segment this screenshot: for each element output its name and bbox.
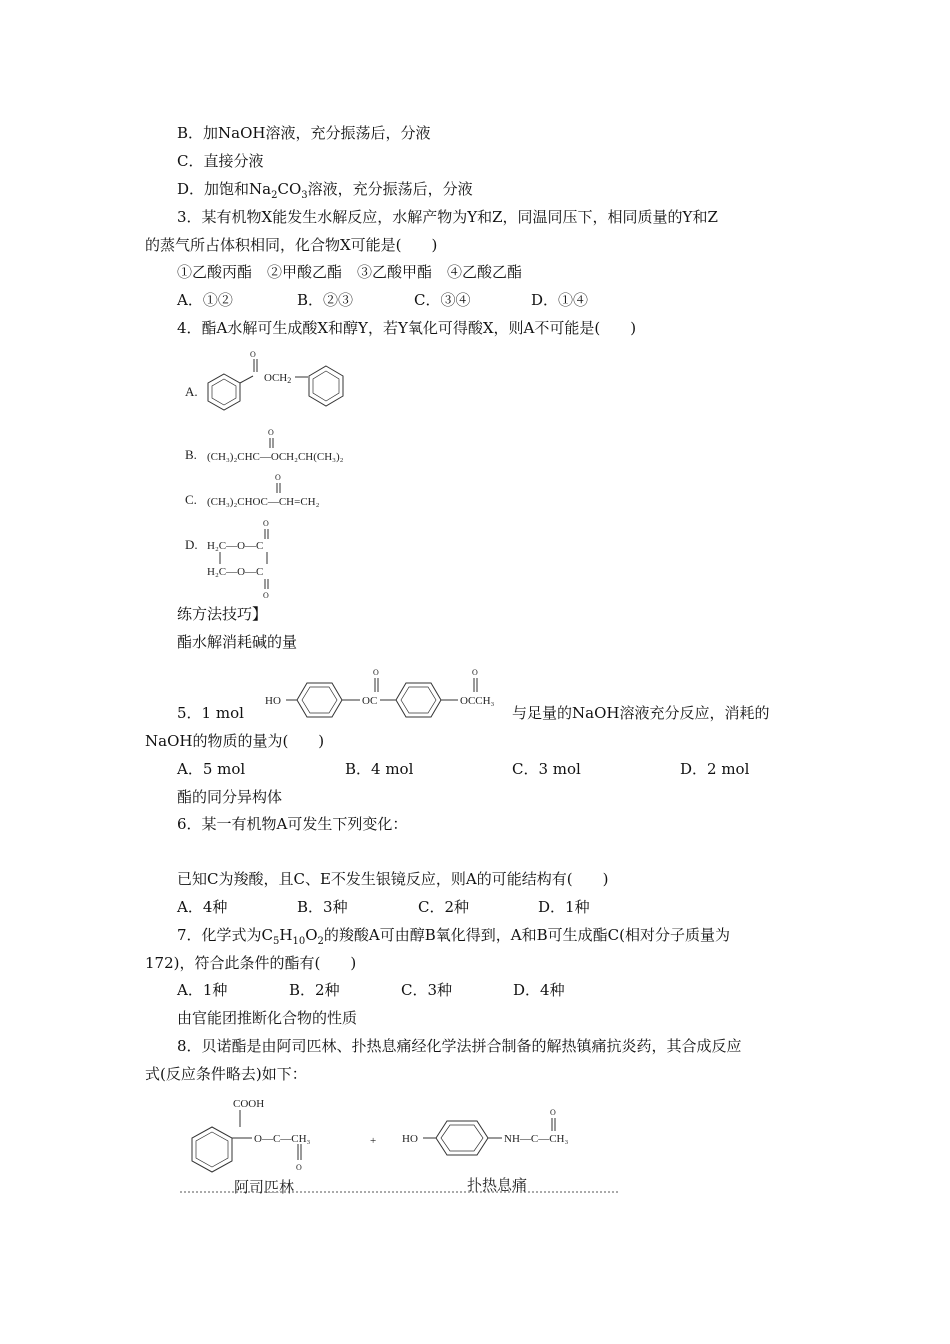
q4-structures xyxy=(180,346,410,610)
q5-stem-suffix: 与足量的NaOH溶液充分反应，消耗的 xyxy=(512,704,770,722)
q7-option-a: A．1种 xyxy=(177,981,228,999)
q4-formula-d-row1: H₂C—O—C xyxy=(207,540,264,552)
benzene-ring-1 xyxy=(297,683,342,717)
q3-items: ①乙酸丙酯 ②甲酸乙酯 ③乙酸甲酯 ④乙酸乙酯 xyxy=(177,263,523,281)
benzene-ring-2 xyxy=(396,683,441,717)
q3-option-a: A．①② xyxy=(177,291,233,309)
hydroxyl-text: HO xyxy=(265,695,281,707)
paracetamol-benzene-ring xyxy=(436,1121,488,1155)
carbonyl-o-d-top: O xyxy=(263,519,269,528)
q3-stem-line2: 的蒸气所占体积相同，化合物X可能是( ) xyxy=(145,236,438,254)
q4-label-a: A. xyxy=(185,384,198,399)
paracetamol-benzene-ring-inner xyxy=(441,1125,483,1151)
q4-label-b: B. xyxy=(185,447,197,462)
q5-option-c: C．3 mol xyxy=(512,760,581,778)
ester-chain-text: O—C—CH₃ xyxy=(254,1133,311,1145)
benzene-ring-left-inner xyxy=(212,379,236,405)
q2-option-d: D．加饱和$Na_2CO_3$溶液，充分振荡后，分液 xyxy=(177,180,473,201)
q4-label-c: C. xyxy=(185,492,197,507)
q6-option-d: D．1种 xyxy=(538,898,590,916)
q5-stem-prefix: 5．1 mol xyxy=(177,704,244,722)
paracetamol-hydroxyl: HO xyxy=(402,1133,418,1145)
section-heading-method: 练方法技巧】 xyxy=(177,605,268,623)
amide-chain-text: NH—C—CH₃ xyxy=(504,1133,569,1145)
q6-option-c: C．2种 xyxy=(418,898,470,916)
q7-option-b: B．2种 xyxy=(289,981,340,999)
q3-option-b: B．②③ xyxy=(297,291,354,309)
q6-stem: 6．某一有机物A可发生下列变化： xyxy=(177,815,408,833)
q8-reaction-scheme xyxy=(180,1090,630,1202)
aspirin-benzene-ring-inner xyxy=(196,1132,228,1167)
q6-stem-line2: 已知C为羧酸，且C、E不发生银镜反应，则A的可能结构有( ) xyxy=(177,870,609,888)
q8-stem-line1: 8．贝诺酯是由阿司匹林、扑热息痛经化学法拼合制备的解热镇痛抗炎药，其合成反应 xyxy=(177,1037,742,1055)
q6-option-b: B．3种 xyxy=(297,898,348,916)
cooh-text: COOH xyxy=(233,1098,265,1110)
amide-carbonyl-o: O xyxy=(550,1108,556,1117)
carbonyl-o-c: O xyxy=(275,473,281,482)
q8-stem-line2: 式(反应条件略去)如下： xyxy=(145,1065,307,1083)
benzene-ring-2-inner xyxy=(401,687,436,713)
q2-option-c: C．直接分液 xyxy=(177,152,264,170)
q5-option-b: B．4 mol xyxy=(345,760,414,778)
carbonyl-o-a: O xyxy=(250,350,256,359)
q7-option-d: D．4种 xyxy=(513,981,565,999)
bond xyxy=(240,376,253,383)
carbonyl-o-2: O xyxy=(472,668,478,677)
section-heading-functional-group: 由官能团推断化合物的性质 xyxy=(177,1009,358,1027)
q5-stem-line2: NaOH的物质的量为( ) xyxy=(145,732,325,750)
q4-formula-c: (CH₃)₂CHOC—CH=CH₂ xyxy=(207,496,320,508)
benzene-ring-1-inner xyxy=(302,687,337,713)
carbonyl-o-b: O xyxy=(268,428,274,437)
q3-option-c: C．③④ xyxy=(414,291,471,309)
q3-option-d: D．①④ xyxy=(531,291,589,309)
benzene-ring-right xyxy=(309,366,343,406)
carbonyl-o-d-bottom: O xyxy=(263,591,269,600)
q3-stem-line1: 3．某有机物X能发生水解反应，水解产物为Y和Z，同温同压下，相同质量的Y和Z xyxy=(177,208,718,226)
benzene-ring-right-inner xyxy=(313,371,339,401)
carbonyl-o-1: O xyxy=(373,668,379,677)
q4-stem: 4．酯A水解可生成酸X和醇Y，若Y氧化可得酸X，则A不可能是( ) xyxy=(177,319,637,337)
q5-structure xyxy=(262,664,512,726)
och2-text: OCH2 xyxy=(264,372,292,385)
q2-option-b: B．加NaOH溶液，充分振荡后，分液 xyxy=(177,124,431,142)
ester-oc-text: OC xyxy=(362,695,378,707)
aspirin-benzene-ring xyxy=(192,1127,232,1172)
q4-label-d: D. xyxy=(185,537,198,552)
q7-option-c: C．3种 xyxy=(401,981,453,999)
q7-stem-line2: 172)，符合此条件的酯有( ) xyxy=(145,954,357,972)
q6-option-a: A．4种 xyxy=(177,898,228,916)
q4-formula-d-row2: H₂C—O—C xyxy=(207,566,264,578)
section-heading-isomer: 酯的同分异构体 xyxy=(177,788,283,806)
section-heading-ester-base: 酯水解消耗碱的量 xyxy=(177,633,298,651)
q4-formula-b: (CH₃)₂CHC—OCH₂CH(CH₃)₂ xyxy=(207,451,344,463)
q5-option-a: A．5 mol xyxy=(177,760,246,778)
q7-stem-line1: 7．化学式为$C_5H_{10}O_2$的羧酸A可由醇B氧化得到，A和B可生成酯C(相对分子质量为 xyxy=(177,926,730,947)
caption-paracetamol: 扑热息痛 xyxy=(467,1178,528,1194)
plus-sign: + xyxy=(370,1135,377,1147)
acetate-text: OCCH₃ xyxy=(460,695,495,707)
caption-aspirin: 阿司匹林 xyxy=(234,1180,295,1196)
q5-option-d: D．2 mol xyxy=(680,760,750,778)
ester-carbonyl-o: O xyxy=(296,1163,302,1172)
